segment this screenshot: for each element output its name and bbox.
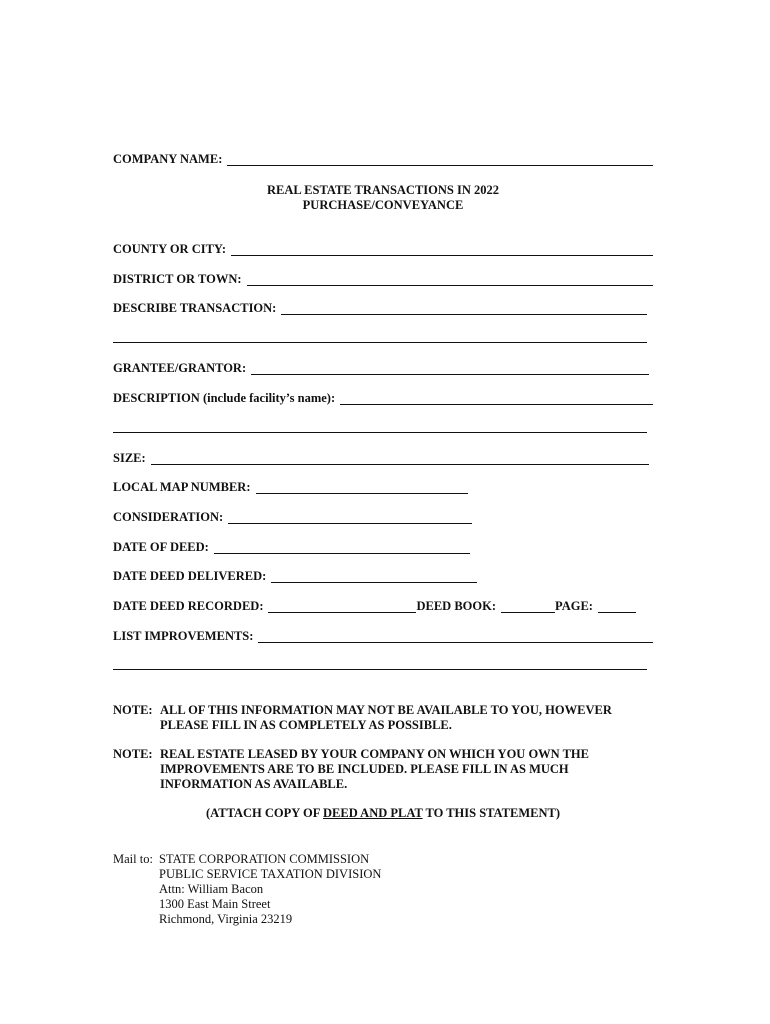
description-row [113,391,653,405]
grantee-label: GRANTEE/GRANTOR: [113,361,247,375]
district-field[interactable] [247,275,653,286]
description-label: DESCRIPTION (include facility’s name): [113,391,336,405]
attach-underlined: DEED AND PLAT [323,806,423,820]
county-label: COUNTY OR CITY: [113,242,226,256]
improvements-row [113,629,653,643]
size-field[interactable] [151,454,649,465]
page-field[interactable] [598,602,636,613]
size-label: SIZE: [113,451,146,465]
date-recorded-row [113,599,653,613]
district-label: DISTRICT OR TOWN: [113,272,242,286]
consideration-field[interactable] [228,513,472,524]
description-continuation-line[interactable] [113,432,647,433]
grantee-field[interactable] [251,364,649,375]
mail-address [159,852,381,927]
note-2-text: REAL ESTATE LEASED BY YOUR COMPANY ON WHICH YOU OWN THE IMPROVEMENTS ARE TO BE INCLUDED. PLEASE FILL IN AS MUCH INFORMATION AS AVAILABLE. [160,747,589,791]
date-of-deed-row [113,540,653,554]
grantee-row [113,361,653,375]
date-delivered-label: DATE DEED DELIVERED: [113,569,267,583]
describe-continuation-line[interactable] [113,342,647,343]
attach-suffix: TO THIS STATEMENT) [422,806,560,820]
company-name-label: COMPANY NAME: [113,152,223,166]
improvements-continuation-line[interactable] [113,669,647,670]
note-1-text: ALL OF THIS INFORMATION MAY NOT BE AVAILABLE TO YOU, HOWEVER PLEASE FILL IN AS COMPLETELY AS POSSIBLE. [160,703,612,732]
size-row [113,451,653,465]
form-title-line1: REAL ESTATE TRANSACTIONS IN 2022 [266,183,499,197]
note-2-label: NOTE: [113,747,153,761]
date-of-deed-label: DATE OF DEED: [113,540,209,554]
deed-book-field[interactable] [501,602,555,613]
describe-label: DESCRIBE TRANSACTION: [113,301,277,315]
consideration-label: CONSIDERATION: [113,510,224,524]
attach-instruction [113,806,653,821]
date-delivered-field[interactable] [271,572,477,583]
mail-to-block [113,852,381,927]
form-title-line2: PURCHASE/CONVEYANCE [302,198,464,212]
improvements-label: LIST IMPROVEMENTS: [113,629,254,643]
company-name-field[interactable] [227,155,653,166]
date-of-deed-field[interactable] [214,543,470,554]
date-recorded-field[interactable] [268,602,416,613]
date-recorded-label: DATE DEED RECORDED: [113,599,264,613]
improvements-field[interactable] [258,632,653,643]
attach-prefix: (ATTACH COPY OF [205,806,323,820]
county-row [113,242,653,256]
note-1-label: NOTE: [113,703,153,717]
mail-address-line: PUBLIC SERVICE TAXATION DIVISION [159,867,382,881]
company-name-row [113,152,653,166]
mail-address-line: Richmond, Virginia 23219 [159,912,293,926]
district-row [113,272,653,286]
map-number-row [113,480,653,494]
describe-row [113,301,653,315]
describe-field[interactable] [281,304,647,315]
note-2 [113,747,673,792]
note-1 [113,703,673,733]
page-label: PAGE: [555,599,593,613]
map-number-field[interactable] [256,483,468,494]
mail-address-line: Attn: William Bacon [159,882,264,896]
mail-address-line: 1300 East Main Street [159,897,271,911]
county-field[interactable] [231,245,653,256]
deed-book-label: DEED BOOK: [416,599,497,613]
mail-to-label: Mail to: [113,852,153,866]
consideration-row [113,510,653,524]
form-title [113,183,653,213]
map-number-label: LOCAL MAP NUMBER: [113,480,251,494]
date-delivered-row [113,569,653,583]
mail-address-line: STATE CORPORATION COMMISSION [159,852,370,866]
description-field[interactable] [340,394,653,405]
